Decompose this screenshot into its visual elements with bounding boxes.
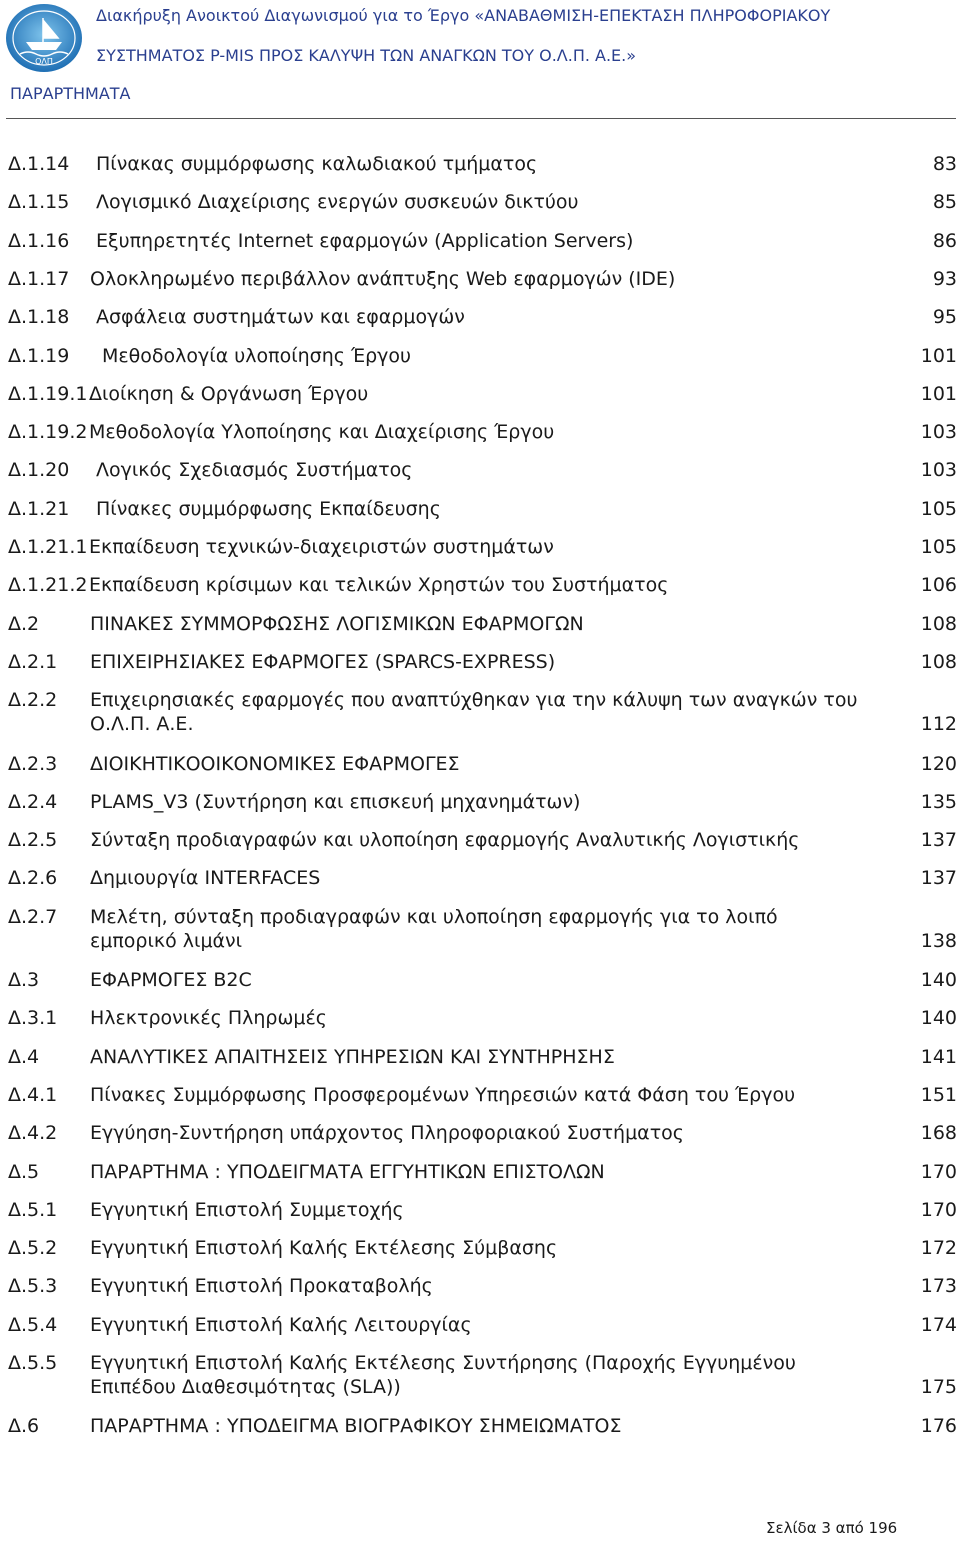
- toc-entry-title: Εγγυητική Επιστολή Συμμετοχής: [90, 1198, 404, 1221]
- toc-entry-title: ΕΦΑΡΜΟΓΕΣ B2C: [90, 969, 252, 991]
- header-divider: [6, 118, 956, 119]
- toc-entry-page: 173: [920, 1275, 957, 1298]
- toc-entry[interactable]: [0, 1351, 960, 1399]
- toc-entry[interactable]: [0, 573, 960, 597]
- toc-entry[interactable]: [0, 458, 960, 482]
- toc-entry[interactable]: [0, 866, 960, 890]
- toc-entry-title: ΠΑΡΑΡΤΗΜΑ : ΥΠΟΔΕΙΓΜΑΤΑ ΕΓΓΥΗΤΙΚΩΝ ΕΠΙΣΤΟΛΩΝ: [90, 1160, 605, 1183]
- toc-entry-page: 170: [920, 1198, 957, 1221]
- toc-entry-number: Δ.2.7: [8, 905, 58, 928]
- toc-entry-number: Δ.1.18: [8, 306, 70, 329]
- toc-entry-title: Λογισμικό Διαχείρισης ενεργών συσκευών δικτύου: [96, 191, 579, 214]
- toc-entry-title: ΑΝΑΛΥΤΙΚΕΣ ΑΠΑΙΤΗΣΕΙΣ ΥΠΗΡΕΣΙΩΝ ΚΑΙ ΣΥΝΤΗΡΗΣΗΣ: [90, 1045, 615, 1068]
- toc-entry-page: 170: [920, 1160, 957, 1183]
- toc-entry-number: Δ.2.5: [8, 829, 58, 852]
- toc-entry[interactable]: [0, 1045, 960, 1069]
- toc-entry-page: 141: [920, 1045, 957, 1068]
- toc-entry[interactable]: [0, 1006, 960, 1030]
- toc-entry[interactable]: [0, 1121, 960, 1145]
- toc-entry[interactable]: [0, 612, 960, 636]
- toc-entry-title: Μελέτη, σύνταξη προδιαγραφών και υλοποίηση εφαρμογής για το λοιπό εμπορικό λιμάνι: [90, 905, 778, 952]
- toc-entry[interactable]: [0, 1236, 960, 1260]
- toc-entry-number: Δ.1.21: [8, 497, 70, 520]
- toc-entry-title: Ηλεκτρονικές Πληρωμές: [90, 1007, 327, 1030]
- toc-entry[interactable]: [0, 305, 960, 329]
- toc-entry-page: 137: [920, 867, 957, 890]
- toc-entry-page: 176: [920, 1415, 957, 1438]
- toc-entry-page: 101: [920, 344, 957, 367]
- toc-entry[interactable]: [0, 968, 960, 992]
- toc-entry-title: Ολοκληρωμένο περιβάλλον ανάπτυξης Web εφαρμογών (IDE): [90, 267, 676, 290]
- toc-entry[interactable]: [0, 1313, 960, 1337]
- toc-entry-number: Δ.1.15: [8, 191, 70, 214]
- toc-entry-number: Δ.6: [8, 1415, 40, 1438]
- toc-entry-title: Εξυπηρετητές Internet εφαρμογών (Application Servers): [96, 229, 634, 252]
- toc-entry[interactable]: [0, 1414, 960, 1438]
- toc-entry-number: Δ.3: [8, 969, 40, 991]
- toc-entry-title: Εγγυητική Επιστολή Προκαταβολής: [90, 1275, 433, 1298]
- toc-entry-title: Σύνταξη προδιαγραφών και υλοποίηση εφαρμογής Αναλυτικής Λογιστικής: [90, 829, 800, 852]
- toc-entry-title: Εκπαίδευση κρίσιμων και τελικών Χρηστών του Συστήματος: [89, 574, 669, 597]
- toc-entry-number: Δ.2.1: [8, 650, 58, 673]
- toc-entry[interactable]: [0, 344, 960, 368]
- toc-entry-number: Δ.1.20: [8, 459, 70, 482]
- toc-entry-page: 95: [932, 306, 957, 329]
- header-section: ΠΑΡΑΡΤΗΜΑΤΑ: [10, 84, 131, 103]
- toc-entry-page: 101: [920, 382, 957, 405]
- toc-entry-page: 120: [920, 752, 957, 775]
- toc-entry-page: 137: [920, 829, 957, 852]
- toc-entry[interactable]: [0, 1274, 960, 1298]
- toc-entry-title: ΠΙΝΑΚΕΣ ΣΥΜΜΟΡΦΩΣΗΣ ΛΟΓΙΣΜΙΚΩΝ ΕΦΑΡΜΟΓΩΝ: [90, 612, 584, 635]
- toc-entry-title: Εκπαίδευση τεχνικών-διαχειριστών συστημάτων: [89, 536, 554, 558]
- header-title-line1: Διακήρυξη Ανοικτού Διαγωνισμού για το Έργο «ΑΝΑΒΑΘΜΙΣΗ-ΕΠΕΚΤΑΣΗ ΠΛΗΡΟΦΟΡΙΑΚΟΥ: [96, 6, 831, 25]
- toc-entry-number: Δ.5: [8, 1160, 40, 1183]
- toc-entry-title: PLAMS_V3 (Συντήρηση και επισκευή μηχανημάτων): [90, 790, 581, 813]
- toc-entry[interactable]: [0, 420, 960, 444]
- toc-entry[interactable]: [0, 752, 960, 776]
- toc-entry-number: Δ.1.21.1: [8, 536, 88, 558]
- toc-entry[interactable]: [0, 152, 960, 176]
- toc-entry-title: ΕΠΙΧΕΙΡΗΣΙΑΚΕΣ ΕΦΑΡΜΟΓΕΣ (SPARCS-EXPRESS): [90, 650, 556, 673]
- toc-entry[interactable]: [0, 382, 960, 406]
- toc-entry-page: 174: [920, 1313, 957, 1336]
- toc-entry-page: 103: [920, 459, 957, 482]
- toc-entry-page: 85: [932, 191, 957, 214]
- toc-entry-title: Μεθοδολογία υλοποίησης Έργου: [102, 344, 412, 367]
- toc-entry-title: Δημιουργία INTERFACES: [90, 867, 321, 890]
- toc-entry-title: Εγγυητική Επιστολή Καλής Λειτουργίας: [90, 1313, 472, 1336]
- toc-entry[interactable]: [0, 229, 960, 253]
- toc-entry-page: 108: [920, 612, 957, 635]
- toc-entry-title: Μεθοδολογία Υλοποίησης και Διαχείρισης Έργου: [89, 421, 555, 444]
- toc-entry-number: Δ.2.3: [8, 752, 58, 775]
- toc-entry-number: Δ.1.17: [8, 267, 70, 290]
- toc-entry-page: 105: [920, 497, 957, 520]
- toc-entry[interactable]: [0, 688, 960, 736]
- toc-entry-page: 140: [920, 1007, 957, 1030]
- toc-entry[interactable]: [0, 1160, 960, 1184]
- toc-entry[interactable]: [0, 190, 960, 214]
- toc-entry-title: ΔΙΟΙΚΗΤΙΚΟΟΙΚΟΝΟΜΙΚΕΣ ΕΦΑΡΜΟΓΕΣ: [90, 752, 460, 775]
- toc-entry-number: Δ.1.14: [8, 153, 70, 175]
- toc-entry-title: Επιχειρησιακές εφαρμογές που αναπτύχθηκαν για την κάλυψη των αναγκών του Ο.Λ.Π. Α.Ε.: [90, 689, 858, 736]
- toc-entry-page: 168: [920, 1122, 957, 1145]
- toc-entry[interactable]: [0, 1083, 960, 1107]
- toc-entry-number: Δ.2.6: [8, 867, 58, 890]
- toc-entry-number: Δ.1.19.1: [8, 382, 88, 405]
- toc-entry-title: Εγγυητική Επιστολή Καλής Εκτέλεσης Συντήρησης (Παροχής Εγγυημένου Επιπέδου Διαθεσιμότητας (SLA)): [90, 1352, 796, 1398]
- toc-entry-page: 103: [920, 421, 957, 444]
- toc-entry-title: Εγγυητική Επιστολή Καλής Εκτέλεσης Σύμβασης: [90, 1237, 558, 1260]
- toc-entry-number: Δ.5.5: [8, 1352, 58, 1374]
- page-header: [0, 0, 960, 118]
- toc-entry-title: Εγγύηση-Συντήρηση υπάρχοντος Πληροφοριακού Συστήματος: [90, 1122, 684, 1145]
- toc-entry-number: Δ.2: [8, 612, 40, 635]
- toc-entry[interactable]: [0, 650, 960, 674]
- olp-logo: [4, 2, 84, 74]
- toc-entry-page: 105: [920, 536, 957, 558]
- toc-entry-page: 172: [920, 1237, 957, 1260]
- toc-entry-number: Δ.1.19: [8, 344, 70, 367]
- toc-entry-title: Πίνακες συμμόρφωσης Εκπαίδευσης: [96, 497, 441, 520]
- toc-entry-page: 86: [932, 229, 957, 252]
- toc-entry-page: 138: [920, 929, 957, 952]
- toc-entry-title: ΠΑΡΑΡΤΗΜΑ : ΥΠΟΔΕΙΓΜΑ ΒΙΟΓΡΑΦΙΚΟΥ ΣΗΜΕΙΩΜΑΤΟΣ: [90, 1415, 622, 1438]
- toc-entry-title: Διοίκηση & Οργάνωση Έργου: [89, 382, 369, 405]
- toc-entry-page: 108: [920, 650, 957, 673]
- toc-entry-title: Πίνακας συμμόρφωσης καλωδιακού τμήματος: [96, 153, 538, 175]
- toc-entry-number: Δ.5.1: [8, 1198, 58, 1221]
- toc-entry-number: Δ.5.3: [8, 1275, 58, 1298]
- toc-entry[interactable]: [0, 535, 960, 559]
- toc-entry-page: 106: [920, 574, 957, 597]
- toc-entry-page: 151: [920, 1083, 957, 1106]
- toc-entry-number: Δ.1.21.2: [8, 574, 88, 597]
- toc-entry-number: Δ.1.16: [8, 229, 70, 252]
- toc-entry-title: Ασφάλεια συστημάτων και εφαρμογών: [96, 306, 465, 329]
- toc-entry-number: Δ.4.2: [8, 1122, 58, 1145]
- toc-entry-number: Δ.1.19.2: [8, 421, 88, 444]
- toc-entry-number: Δ.2.4: [8, 790, 58, 813]
- toc-entry-page: 135: [920, 790, 957, 813]
- header-title-line2: ΣΥΣΤΗΜΑΤΟΣ P-MIS ΠΡΟΣ ΚΑΛΥΨΗ ΤΩΝ ΑΝΑΓΚΩΝ ΤΟΥ Ο.Λ.Π. Α.Ε.»: [96, 46, 637, 65]
- toc-entry-page: 112: [920, 713, 957, 736]
- toc-entry[interactable]: [0, 1198, 960, 1222]
- toc-entry-number: Δ.3.1: [8, 1007, 58, 1030]
- toc-entry-title: Πίνακες Συμμόρφωσης Προσφερομένων Υπηρεσιών κατά Φάση του Έργου: [90, 1083, 796, 1106]
- toc-entry[interactable]: [0, 828, 960, 852]
- toc-entry-number: Δ.2.2: [8, 689, 58, 712]
- toc-entry[interactable]: [0, 905, 960, 953]
- toc-entry-number: Δ.4.1: [8, 1083, 58, 1106]
- toc-entry-title: Λογικός Σχεδιασμός Συστήματος: [96, 459, 413, 482]
- page-number: Σελίδα 3 από 196: [766, 1519, 898, 1537]
- toc-entry[interactable]: [0, 267, 960, 291]
- toc-entry[interactable]: [0, 497, 960, 521]
- toc-entry-page: 83: [932, 153, 957, 175]
- toc-entry-number: Δ.4: [8, 1045, 40, 1068]
- toc-entry-page: 175: [920, 1376, 957, 1398]
- toc-entry-number: Δ.5.2: [8, 1237, 58, 1260]
- svg-text:ΟΛΠ: ΟΛΠ: [35, 57, 53, 66]
- toc-entry[interactable]: [0, 790, 960, 814]
- toc-entry-page: 140: [920, 969, 957, 991]
- toc-entry-number: Δ.5.4: [8, 1313, 58, 1336]
- toc-entry-page: 93: [932, 267, 957, 290]
